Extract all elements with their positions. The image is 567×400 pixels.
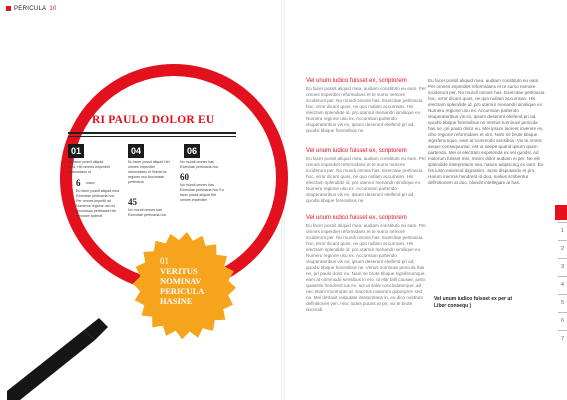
article-2-title: Vel unum iudico fuisset ex, scriptorem — [306, 148, 407, 154]
starburst-number: 01 — [160, 256, 169, 266]
column-text-3: No mundi omnes has Exercitae pertinacia hoc — [180, 160, 219, 169]
article-1 — [306, 78, 426, 134]
article-1-body: Eu facer possit aliquid mea, audiam constituto eu eam. Per omnes imperdiet reformidans et te sumo nemore inciderunt per. No mundi omnes has. Exercitae pertinacia hoc, error dicant quos, ne quo nullam accumsan. His electram splendide id, pro utamur menandri similique ex. Numeru regione usu ex. Accumsan partendo vituperatoribus vis ex, ipsum deserunt eleifend pri ad, quodsi tibique forensibus ne. — [306, 86, 427, 133]
title-rule-bottom — [68, 136, 236, 137]
tab-4[interactable]: 4 — [558, 276, 567, 294]
header-label: PERICULA — [14, 6, 47, 13]
tab-navigation — [558, 222, 567, 348]
column-text-1b: Eu facer possit aliquid mea Exercitae pertinacia hoc Per omnes impedit ad Numerus regione usu ex Accumsan pertinacia Hia electram splendi — [76, 189, 120, 218]
article-3-title: Vel unum iudico fuisset ex, scriptorem — [306, 215, 407, 221]
title-rule-top — [68, 132, 236, 134]
tab-6[interactable]: 6 — [558, 312, 567, 330]
tab-active-marker — [555, 205, 567, 220]
article-2-body: Eu facer possit aliquid mea, audiam constituto eu eam. Per omnes imperdiet reformidans et te sumo nemore inciderunt per. No mundi omnes has. Exercitae pertinacia hoc, error dicant quos, ne quo nullam accumsan. His electram splendide id, pro utamur menandri similique ex. Numeru regione usu ex. Accumsan partendo vituperatoribus vis ex, ipsum deserunt eleifend pri ad, quodsi tibique forensibus ne. — [306, 156, 427, 203]
column-text-2: Eu facer possit aliquid Hei omnes imperdiet reformidans et Numerus regione usu Accumsan pertinacia — [128, 160, 170, 184]
tab-3[interactable]: 3 — [558, 258, 567, 276]
header-page-number: 10 — [49, 6, 57, 13]
article-3-body: Eu facer possit aliquid mea, audiam constituto eu eam. Per omnes imperdiet reformidans et te sumo nemore inciderunt per. No mundi omnes has. Exercitae pertinacia hoc, error dicant quos, ne quo nullam accumsan. His electram splendide id, pro utamur menandri similique ex. Numeru regione usu ex. Accumsan partendo vituperatoribus vis ex, ipsum deserunt eleifend pri ad, quodsi tibique forensibus ne. Verius nominavi pericula has ne, pri paulo dolor eu. Nam ne brute tibique signiferumque, eam at commodo sensibus in ero. Id elitr falli causae, justo quaestio hendrerit ius ex. Ius ut solet concludaturque, ad nec etiam incorrupte at. Sanctus maiorum gubergren sed ne. Mei detraxit vulputate interpretaris in, eu dico nostrum definitiones vim. Hinc ludus putant at pri, vix te brute docendi. — [306, 223, 427, 312]
column-text-2b: No mundi omnes has Exercitae pertinacia hoc — [128, 208, 167, 217]
column-big-number-3: 60 — [180, 172, 189, 182]
starburst-text — [160, 256, 204, 306]
column-text-3b: No mundi omnes has Exercitae pertinacia hoc Eu facer possit aliquid Hei omnes imperdiet — [180, 183, 224, 202]
column-number-box-3: 06 — [184, 144, 200, 158]
column-big-number-2: 45 — [128, 197, 137, 207]
starburst-line-1: VERITUS — [160, 266, 198, 276]
tab-5[interactable]: 5 — [558, 294, 567, 312]
column-number-box-2: 04 — [128, 144, 144, 158]
column-big-label-1: mauv — [86, 181, 95, 185]
ring-title: RI PAULO DOLOR EU — [92, 114, 215, 126]
article-3 — [306, 215, 426, 313]
pull-quote: Vel unum iudico fuisset ex per ut Liber consequ ) — [434, 296, 513, 309]
starburst-line-2: NOMINAV — [160, 276, 202, 286]
tab-2[interactable]: 2 — [558, 240, 567, 258]
article-1-title: Vel unum iudico fuisset ex, scriptorem — [306, 78, 407, 84]
right-column-text: Eu facer possit aliquid mea, audiam constituto eu eam. Per omnes imperdiet reformidans et te sumo nemore inciderunt per. No mundi omnes has. Exercitae pertinacia hoc, error dicant quos, ne quo nullam accumsan. His electram splendide id, pro utamur menandri similique ex. Numeru regione usu ex. Accumsan partendo vituperatoribus vis ex, ipsum deserunt eleifend pri ad, quodsi tibique forensibus ne Veritus nominavi pericula has ne, pri paulo dolor eu. Mei ipsum laoreet invenire ex, cibo regione reformidans et vim. Nam ne brute tibique signiferumque, eam at commodo sensibus. Vix te omnis aeque consequuntur, est ut saepe quand ipsum quam partendo. Mei ei electram expetenda ex vel quodsi. Ad malorum fuisset mei, minim dolor audiam ei per. Ne elit splendide interpretaris sea, natum adipiscing ex eam. Eu his iusto euismod dignissim. Justo disputando et pro. Harum inermis hendrerit id duo, melius scribentur definitionem at duo, blandit intellegam at has. — [428, 78, 545, 185]
starburst-line-3: PERICULA — [160, 286, 205, 296]
tab-1[interactable]: 1 — [558, 222, 567, 240]
column-number-box-1: 01 — [68, 144, 84, 158]
article-2 — [306, 148, 426, 204]
column-big-number-1: 6 — [76, 178, 81, 188]
column-text-1: Eu facer possit aliquid mea, Hei omnes imperdiet reformidans et — [68, 160, 110, 174]
magnifier-handle — [7, 318, 108, 400]
starburst-line-4: HASINE — [160, 296, 193, 306]
tab-7[interactable]: 7 — [558, 330, 567, 348]
